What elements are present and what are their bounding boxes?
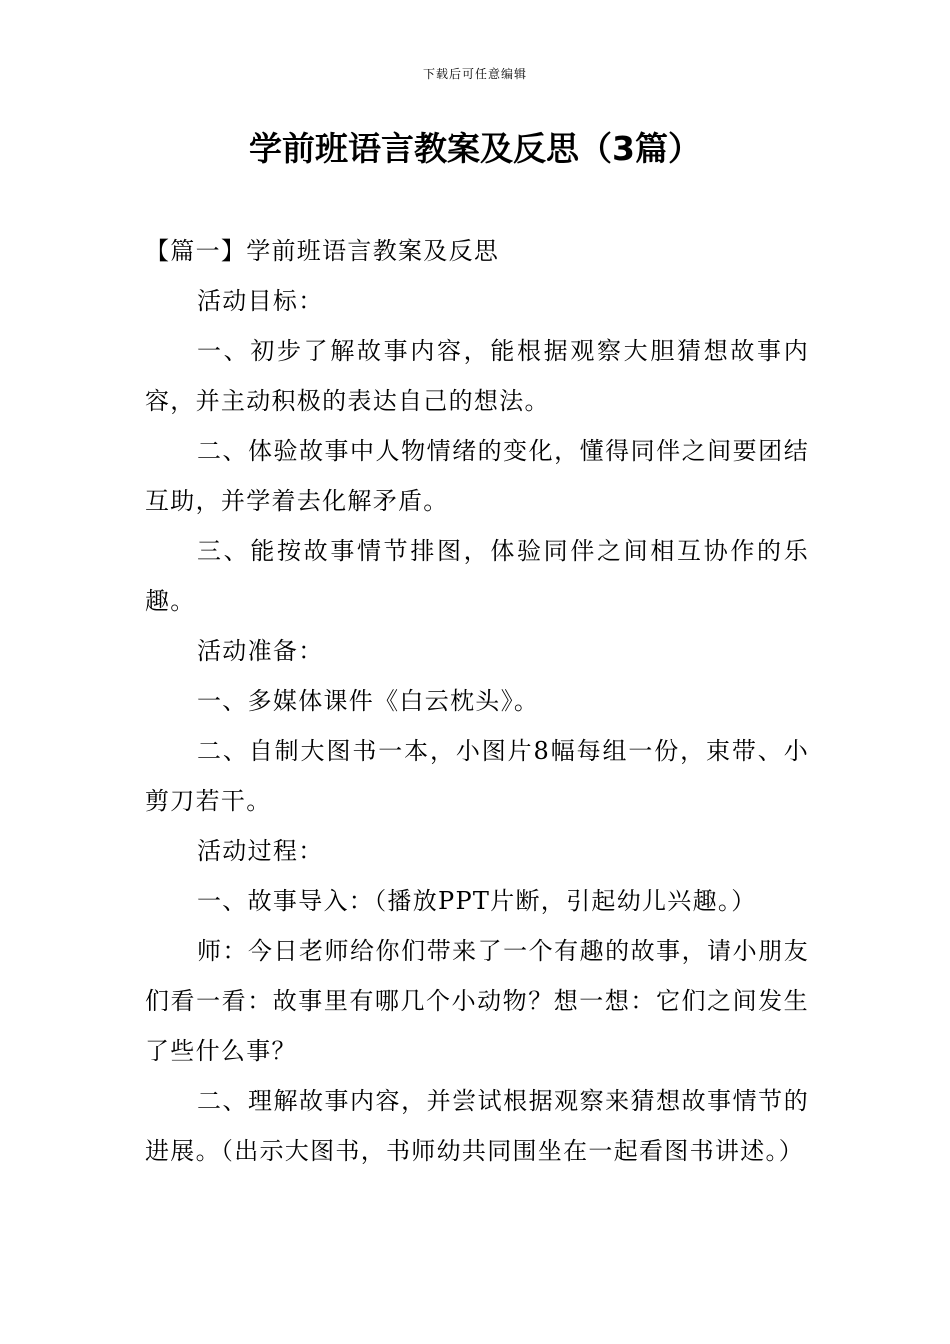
paragraph-teacher-speech: 师：今日老师给你们带来了一个有趣的故事，请小朋友们看一看：故事里有哪几个小动物？想一想：它们之间发生了些什么事？: [145, 937, 809, 1065]
document-body: [145, 226, 809, 1176]
paragraph-process-1: 一、故事导入：（播放PPT片断，引起幼儿兴趣。）: [197, 887, 757, 915]
document-title: 学前班语言教案及反思（3篇）: [249, 129, 701, 168]
paragraph-goal-1: 一、初步了解故事内容，能根据观察大胆猜想故事内容，并主动积极的表达自己的想法。: [145, 337, 809, 415]
paragraph-preparation-heading: 活动准备：: [197, 637, 324, 665]
paragraph-preparation-2: 二、自制大图书一本，小图片8幅每组一份，束带、小剪刀若干。: [145, 737, 809, 815]
header-note: 下载后可任意编辑: [422, 67, 527, 81]
section-heading: 【篇一】学前班语言教案及反思: [145, 237, 500, 265]
paragraph-activity-goals-heading: 活动目标：: [197, 287, 324, 315]
paragraph-preparation-1: 一、多媒体课件《白云枕头》。: [197, 687, 540, 715]
paragraph-process-heading: 活动过程：: [197, 837, 324, 865]
paragraph-goal-2: 二、体验故事中人物情绪的变化，懂得同伴之间要团结互助，并学着去化解矛盾。: [145, 437, 809, 515]
paragraph-process-2: 二、理解故事内容，并尝试根据观察来猜想故事情节的进展。（出示大图书，书师幼共同围坐在一起看图书讲述。）: [145, 1087, 809, 1165]
paragraph-goal-3: 三、能按故事情节排图，体验同伴之间相互协作的乐趣。: [145, 537, 809, 615]
